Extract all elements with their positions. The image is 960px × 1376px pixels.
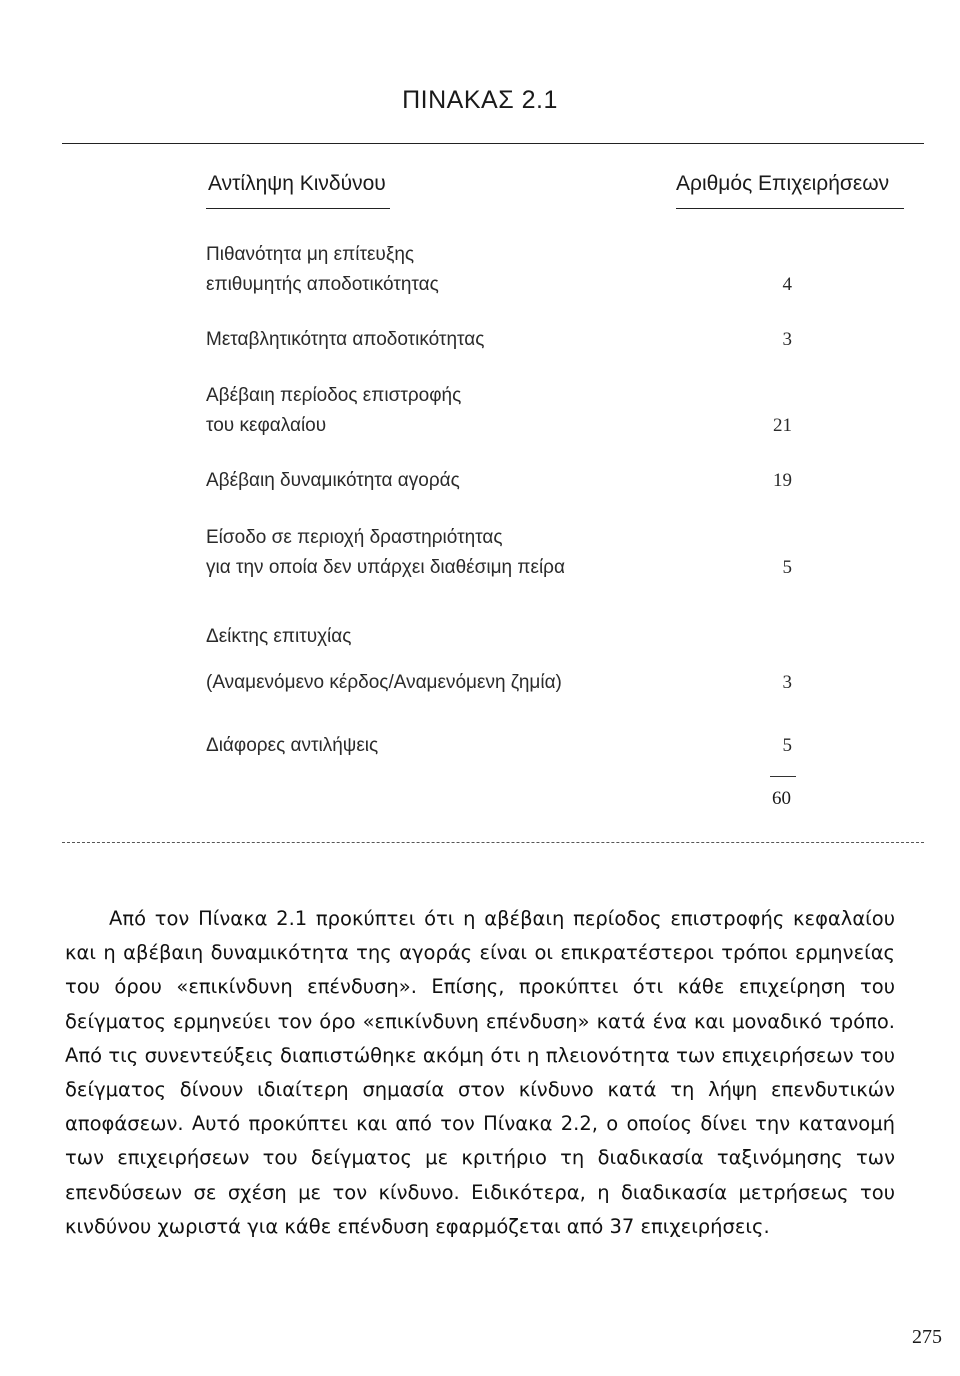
row-label-line2: επιθυμητής αποδοτικότητας — [206, 274, 439, 295]
column-underline-right — [676, 208, 904, 209]
row-label-line2: (Αναμενόμενο κέρδος/Αναμενόμενη ζημία) — [206, 672, 562, 693]
table-row — [206, 325, 806, 355]
row-label-line1: Μεταβλητικότητα αποδοτικότητας — [206, 329, 485, 350]
table-row — [206, 523, 806, 583]
table-top-rule — [62, 143, 924, 144]
body-paragraph: Από τον Πίνακα 2.1 προκύπτει ότι η αβέβαιη περίοδος επιστροφής κεφαλαίου και η αβέβαιη δυναμικότητα της αγοράς είναι οι επικρατέστεροι τρόποι ερμηνείας του όρου «επικίνδυνη επένδυση». Επίσης, προκύπτει ότι κάθε επιχείρηση του δείγματος ερμηνεύει τον όρο «επικίνδυνη επένδυση» κατά ένα και μοναδικό τρόπο. Από τις συνεντεύξεις διαπιστώθηκε ακόμη ότι η πλειονότητα των επιχειρήσεων του δείγματος δίνουν ιδιαίτερη σημασία στον κίνδυνο κατά τη λήψη επενδυτικών αποφάσεων. Αυτό προκύπτει και από τον Πίνακα 2.2, ο οποίος δίνει την κατανομή των επιχειρήσεων του δείγματος με κριτήριο τη διαδικασία ταξινόμησης των επενδύσεων σε σχέση με τον κίνδυνο. Ειδικότερα, η διαδικασία μετρήσεως του κινδύνου χωριστά για κάθε επένδυση εφαρμόζεται από 37 επιχειρήσεις. — [65, 907, 895, 1238]
row-label-line1: Αβέβαιη περίοδος επιστροφής — [206, 385, 462, 406]
table-row — [206, 731, 806, 761]
body-text — [65, 902, 895, 1244]
row-label-line1: Δείκτης επιτυχίας — [206, 626, 352, 647]
row-label-line1: Είσοδο σε περιοχή δραστηριότητας — [206, 527, 503, 548]
row-label-line1: Αβέβαιη δυναμικότητα αγοράς — [206, 470, 460, 491]
row-label-line1: Πιθανότητα μη επίτευξης — [206, 244, 415, 265]
table-row — [206, 240, 806, 300]
row-value: 3 — [782, 672, 792, 693]
table-total: 60 — [772, 788, 791, 809]
row-value: 5 — [782, 735, 792, 756]
column-header-risk-perception: Αντίληψη Κινδύνου — [208, 172, 386, 195]
row-value: 19 — [773, 470, 792, 491]
page-number: 275 — [912, 1326, 942, 1348]
table-title: ΠΙΝΑΚΑΣ 2.1 — [402, 86, 558, 114]
row-label-line2: για την οποία δεν υπάρχει διαθέσιμη πείρα — [206, 557, 565, 578]
table-bottom-rule — [62, 842, 924, 843]
sum-dash — [770, 776, 796, 777]
row-value: 5 — [782, 557, 792, 578]
column-header-company-count: Αριθμός Επιχειρήσεων — [676, 172, 890, 195]
column-underline-left — [206, 208, 390, 209]
row-label-line2: του κεφαλαίου — [206, 415, 327, 436]
table-row — [206, 381, 806, 441]
row-value: 4 — [782, 274, 792, 295]
row-label-line1: Διάφορες αντιλήψεις — [206, 735, 379, 756]
row-value: 21 — [773, 415, 792, 436]
row-value: 3 — [782, 329, 792, 350]
table-row — [206, 466, 806, 496]
table-row — [206, 622, 806, 698]
